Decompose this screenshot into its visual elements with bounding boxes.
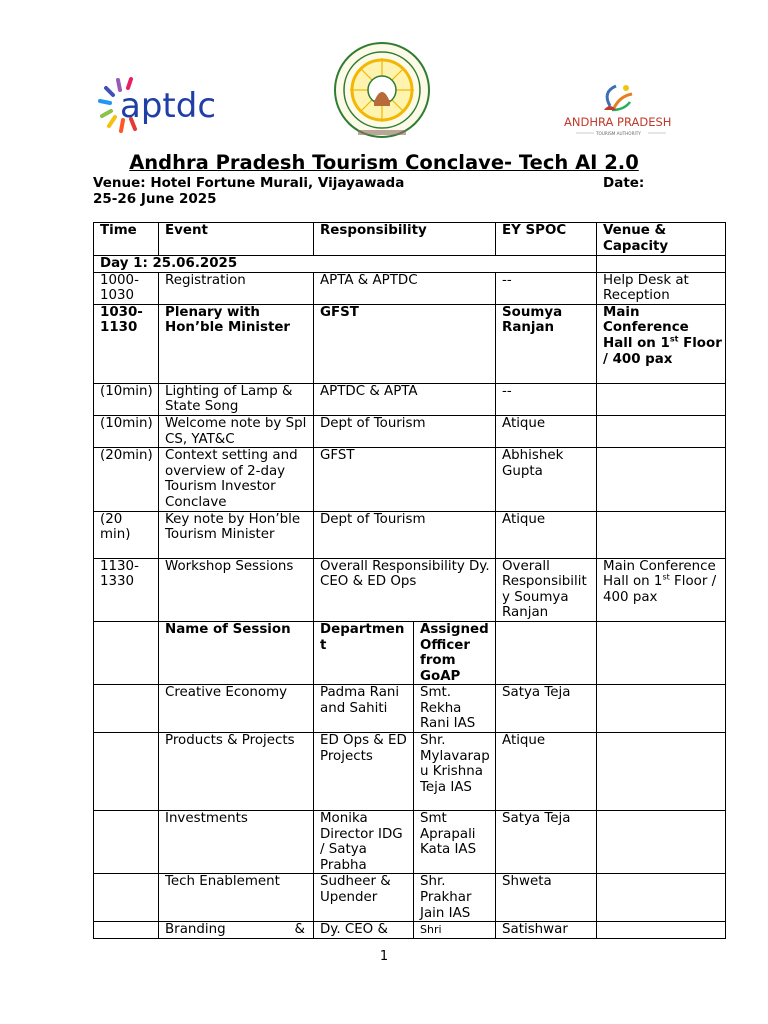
session-row (94, 733, 726, 811)
venue-cell (597, 558, 726, 621)
table-cell (94, 874, 159, 922)
table-row (94, 383, 726, 415)
event-cell: Workshop Sessions (159, 558, 314, 621)
table-cell (597, 922, 726, 939)
spoc-cell: Abhishek Gupta (496, 448, 597, 511)
document-title: Andhra Pradesh Tourism Conclave- Tech AI 2.0 (129, 151, 639, 174)
session-name-header: Name of Session (159, 621, 314, 684)
spoc-cell: Satishwar (496, 922, 597, 939)
session-officer: Smt Aprapali Kata IAS (414, 811, 496, 874)
venue-cell (597, 415, 726, 447)
venue-text-post: Floor / 400 pax (603, 574, 717, 605)
venue-cell (597, 383, 726, 415)
session-name (159, 922, 314, 939)
header-venue: Venue & Capacity (597, 223, 726, 256)
responsibility-cell: APTDC & APTA (314, 383, 496, 415)
session-row (94, 685, 726, 733)
tourism-swirl-icon (604, 85, 632, 110)
spoc-cell: Shweta (496, 874, 597, 922)
day-label: Day 1: 25.06.2025 (94, 256, 597, 273)
spoc-cell: -- (496, 383, 597, 415)
aptdc-wordmark: aptdc (120, 86, 217, 126)
session-name: Tech Enablement (159, 874, 314, 922)
venue-text-pre: Main Conference Hall on 1 (603, 304, 689, 351)
time-cell: 1130-1330 (94, 558, 159, 621)
spoc-cell: -- (496, 272, 597, 304)
header-event: Event (159, 223, 314, 256)
session-department: Dy. CEO & (314, 922, 414, 939)
table-cell (94, 811, 159, 874)
responsibility-cell: Overall Responsibility Dy. CEO & ED Ops (314, 558, 496, 621)
table-row (94, 511, 726, 558)
date-value: 25-26 June 2025 (93, 191, 217, 207)
session-department: Sudheer & Upender (314, 874, 414, 922)
venue-cell (597, 448, 726, 511)
session-row (94, 874, 726, 922)
time-cell: (10min) (94, 383, 159, 415)
event-cell: Registration (159, 272, 314, 304)
ap-tourism-authority-logo (560, 76, 678, 138)
spoc-cell: Atique (496, 415, 597, 447)
session-name-right: & (294, 922, 305, 938)
session-officer-header: Assigned Officer from GoAP (414, 621, 496, 684)
header-ey-spoc: EY SPOC (496, 223, 597, 256)
aptdc-logo (96, 74, 226, 140)
table-row (94, 304, 726, 383)
table-cell (597, 874, 726, 922)
table-cell (94, 621, 159, 684)
time-cell: (10min) (94, 415, 159, 447)
session-name-left: Branding (165, 922, 226, 938)
venue-cell (597, 304, 726, 383)
session-officer: Shr. Mylavarapu Krishna Teja IAS (414, 733, 496, 811)
spoc-cell: Satya Teja (496, 811, 597, 874)
date-label: Date: (603, 175, 645, 191)
responsibility-cell: Dept of Tourism (314, 415, 496, 447)
venue-sup: st (669, 334, 679, 344)
event-cell: Context setting and overview of 2-day Tourism Investor Conclave (159, 448, 314, 511)
spoc-cell: Satya Teja (496, 685, 597, 733)
session-department: Padma Rani and Sahiti (314, 685, 414, 733)
ap-logo-subtext: TOURISM AUTHORITY (596, 131, 641, 136)
day-row (94, 256, 726, 273)
session-department: ED Ops & ED Projects (314, 733, 414, 811)
table-cell (94, 685, 159, 733)
table-cell (597, 733, 726, 811)
table-cell (496, 621, 597, 684)
table-row (94, 558, 726, 621)
time-cell: (20 min) (94, 511, 159, 558)
session-department: Monika Director IDG / Satya Prabha (314, 811, 414, 874)
venue-text-post: Floor / 400 pax (603, 335, 722, 367)
event-cell: Lighting of Lamp & State Song (159, 383, 314, 415)
responsibility-cell: GFST (314, 448, 496, 511)
time-cell: 1030-1130 (94, 304, 159, 383)
session-name: Creative Economy (159, 685, 314, 733)
spoc-cell: Atique (496, 511, 597, 558)
ap-logo-wordmark: ANDHRA PRADESH (564, 115, 672, 129)
time-cell: 1000-1030 (94, 272, 159, 304)
session-officer: Smt. Rekha Rani IAS (414, 685, 496, 733)
session-row (94, 922, 726, 939)
venue-block (93, 175, 653, 207)
table-cell (597, 811, 726, 874)
spoc-cell: Soumya Ranjan (496, 304, 597, 383)
table-row (94, 272, 726, 304)
header-time: Time (94, 223, 159, 256)
session-officer: Shr. Prakhar Jain IAS (414, 874, 496, 922)
schedule-table (93, 222, 726, 939)
table-cell (597, 685, 726, 733)
session-header-row (94, 621, 726, 684)
venue-text-pre: Main Conference Hall on 1 (603, 558, 716, 590)
session-department-header: Department (314, 621, 414, 684)
venue-sup: st (662, 572, 670, 582)
venue-cell: Help Desk at Reception (597, 272, 726, 304)
page-number: 1 (379, 949, 389, 964)
responsibility-cell: GFST (314, 304, 496, 383)
event-cell: Key note by Hon’ble Tourism Minister (159, 511, 314, 558)
table-header-row (94, 223, 726, 256)
session-name: Investments (159, 811, 314, 874)
header-responsibility: Responsibility (314, 223, 496, 256)
spoc-cell: Atique (496, 733, 597, 811)
table-cell (94, 922, 159, 939)
table-row (94, 415, 726, 447)
event-cell: Plenary with Hon’ble Minister (159, 304, 314, 383)
session-officer: Shri (414, 922, 496, 939)
table-row (94, 448, 726, 511)
responsibility-cell: APTA & APTDC (314, 272, 496, 304)
table-cell (597, 256, 726, 273)
table-cell (597, 621, 726, 684)
table-cell (94, 733, 159, 811)
event-cell: Welcome note by Spl CS, YAT&C (159, 415, 314, 447)
venue-text: Venue: Hotel Fortune Murali, Vijayawada (93, 175, 405, 191)
ap-state-emblem (330, 42, 434, 142)
session-row (94, 811, 726, 874)
session-name: Products & Projects (159, 733, 314, 811)
responsibility-cell: Dept of Tourism (314, 511, 496, 558)
spoc-cell: Overall Responsibility Soumya Ranjan (496, 558, 597, 621)
venue-cell (597, 511, 726, 558)
time-cell: (20min) (94, 448, 159, 511)
